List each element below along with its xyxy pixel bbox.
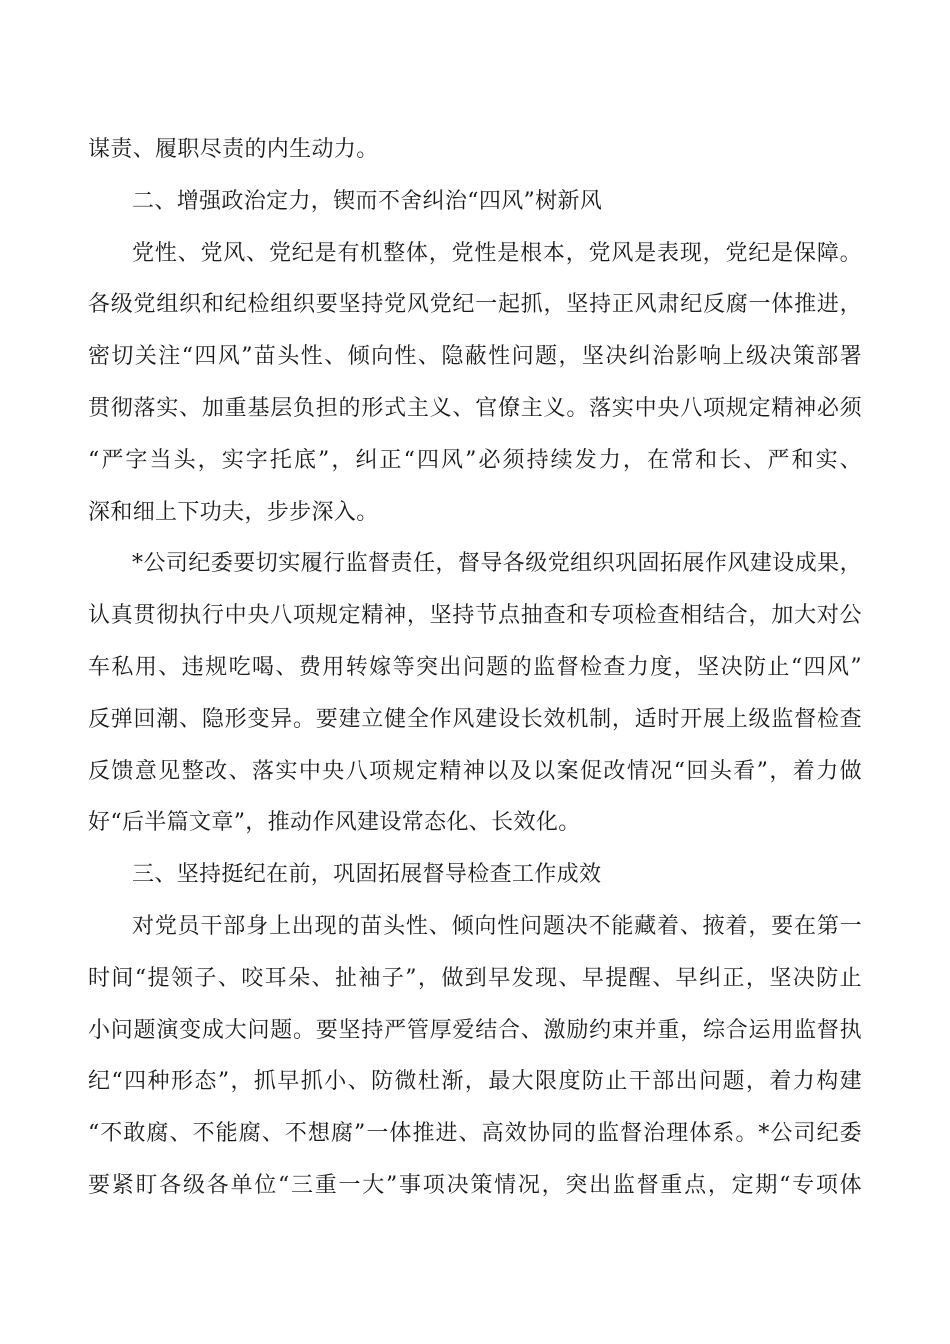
text-line: 好“后半篇文章”，推动作风建设常态化、长效化。: [88, 810, 581, 836]
text-line: 各级党组织和纪检组织要坚持党风党纪一起抓，坚持正风肃纪反腐一体推进，: [88, 292, 862, 318]
text-line: 车私用、违规吃喝、费用转嫁等突出问题的监督检查力度，坚决防止“四风”: [88, 654, 862, 680]
text-line: 时间“提领子、咬耳朵、扯袖子”，做到早发现、早提醒、早纠正，坚决防止: [88, 965, 862, 991]
text-line: 对党员干部身上出现的苗头性、倾向性问题决不能藏着、掖着，要在第一: [132, 913, 862, 939]
text-line: “不敢腐、不能腐、不想腐”一体推进、高效协同的监督治理体系。*公司纪委: [88, 1121, 862, 1147]
text-line: 反弹回潮、隐形变异。要建立健全作风建设长效机制，适时开展上级监督检查: [88, 706, 862, 732]
text-line: “严字当头，实字托底”，纠正“四风”必须持续发力，在常和长、严和实、: [88, 447, 862, 473]
text-line: 谋责、履职尽责的内生动力。: [88, 137, 379, 162]
text-line: 要紧盯各级各单位“三重一大”事项决策情况，突出监督重点，定期“专项体: [88, 1172, 862, 1198]
text-line: 反馈意见整改、落实中央八项规定精神以及以案促改情况“回头看”，着力做: [88, 758, 862, 784]
text-line: 二、增强政治定力，锲而不舍纠治“四风”树新风: [132, 188, 603, 214]
document-body: [88, 124, 862, 1212]
text-line: 认真贯彻执行中央八项规定精神，坚持节点抽查和专项检查相结合，加大对公: [88, 603, 862, 629]
text-line: 三、坚持挺纪在前，巩固拓展督导检查工作成效: [132, 862, 602, 888]
text-line: *公司纪委要切实履行监督责任，督导各级党组织巩固拓展作风建设成果，: [132, 551, 862, 577]
text-line: 深和细上下功夫，步步深入。: [88, 499, 379, 525]
text-line: 党性、党风、党纪是有机整体，党性是根本，党风是表现，党纪是保障。: [132, 240, 862, 266]
text-line: 贯彻落实、加重基层负担的形式主义、官僚主义。落实中央八项规定精神必须: [88, 395, 862, 421]
text-line: 小问题演变成大问题。要坚持严管厚爱结合、激励约束并重，综合运用监督执: [88, 1017, 862, 1043]
text-line: 纪“四种形态”，抓早抓小、防微杜渐，最大限度防止干部出问题，着力构建: [88, 1069, 862, 1095]
text-line: 密切关注“四风”苗头性、倾向性、隐蔽性问题，坚决纠治影响上级决策部署: [88, 344, 862, 370]
